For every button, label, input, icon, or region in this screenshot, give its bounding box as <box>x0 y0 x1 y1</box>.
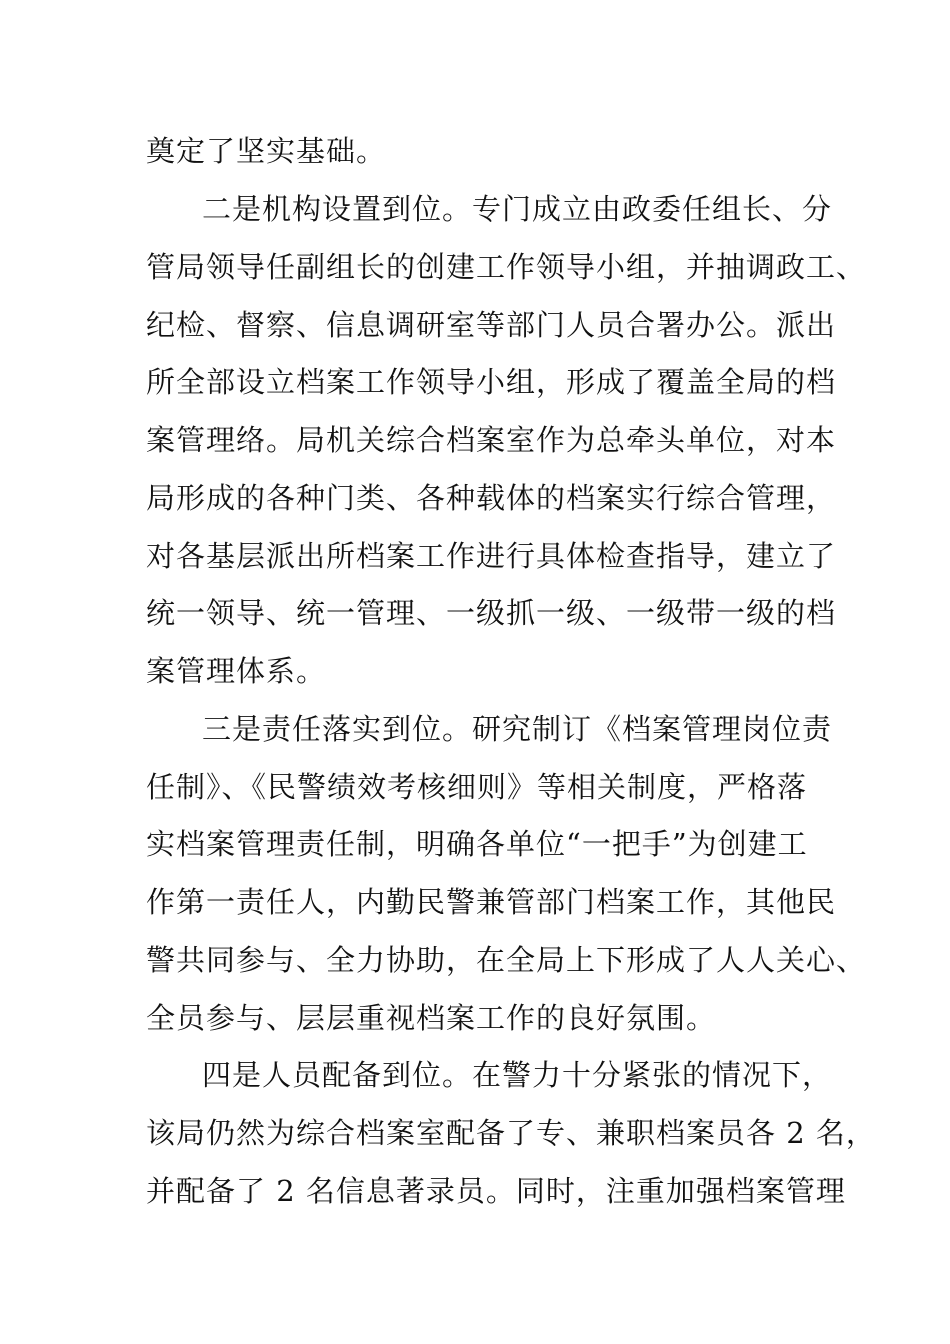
text-line: 三是责任落实到位。研究制订《档案管理岗位责 <box>202 712 833 746</box>
text-line: 该局仍然为综合档案室配备了专、兼职档案员各 2 名， <box>146 1116 876 1150</box>
text-line: 案管理体系。 <box>146 654 327 688</box>
text-line: 全员参与、层层重视档案工作的良好氛围。 <box>146 1001 717 1035</box>
text-line: 警共同参与、全力协助，在全局上下形成了人人关心、 <box>146 943 867 977</box>
text-line: 并配备了 2 名信息著录员。同时，注重加强档案管理 <box>146 1174 846 1208</box>
text-line: 实档案管理责任制，明确各单位“一把手”为创建工 <box>146 827 808 861</box>
text-line: 统一领导、统一管理、一级抓一级、一级带一级的档 <box>146 596 837 630</box>
text-line: 对各基层派出所档案工作进行具体检查指导，建立了 <box>146 539 837 573</box>
text-line: 四是人员配备到位。在警力十分紧张的情况下， <box>202 1058 833 1092</box>
text-line: 作第一责任人，内勤民警兼管部门档案工作，其他民 <box>146 885 837 919</box>
text-line: 任制》、《民警绩效考核细则》等相关制度，严格落 <box>146 770 808 804</box>
text-line: 二是机构设置到位。专门成立由政委任组长、分 <box>202 192 833 226</box>
text-line: 案管理络。局机关综合档案室作为总牵头单位，对本 <box>146 423 837 457</box>
text-line: 纪检、督察、信息调研室等部门人员合署办公。派出 <box>146 308 837 342</box>
text-line: 奠定了坚实基础。 <box>146 134 387 168</box>
text-line: 管局领导任副组长的创建工作领导小组，并抽调政工、 <box>146 250 867 284</box>
text-line: 局形成的各种门类、各种载体的档案实行综合管理， <box>146 481 837 515</box>
text-line: 所全部设立档案工作领导小组，形成了覆盖全局的档 <box>146 365 837 399</box>
